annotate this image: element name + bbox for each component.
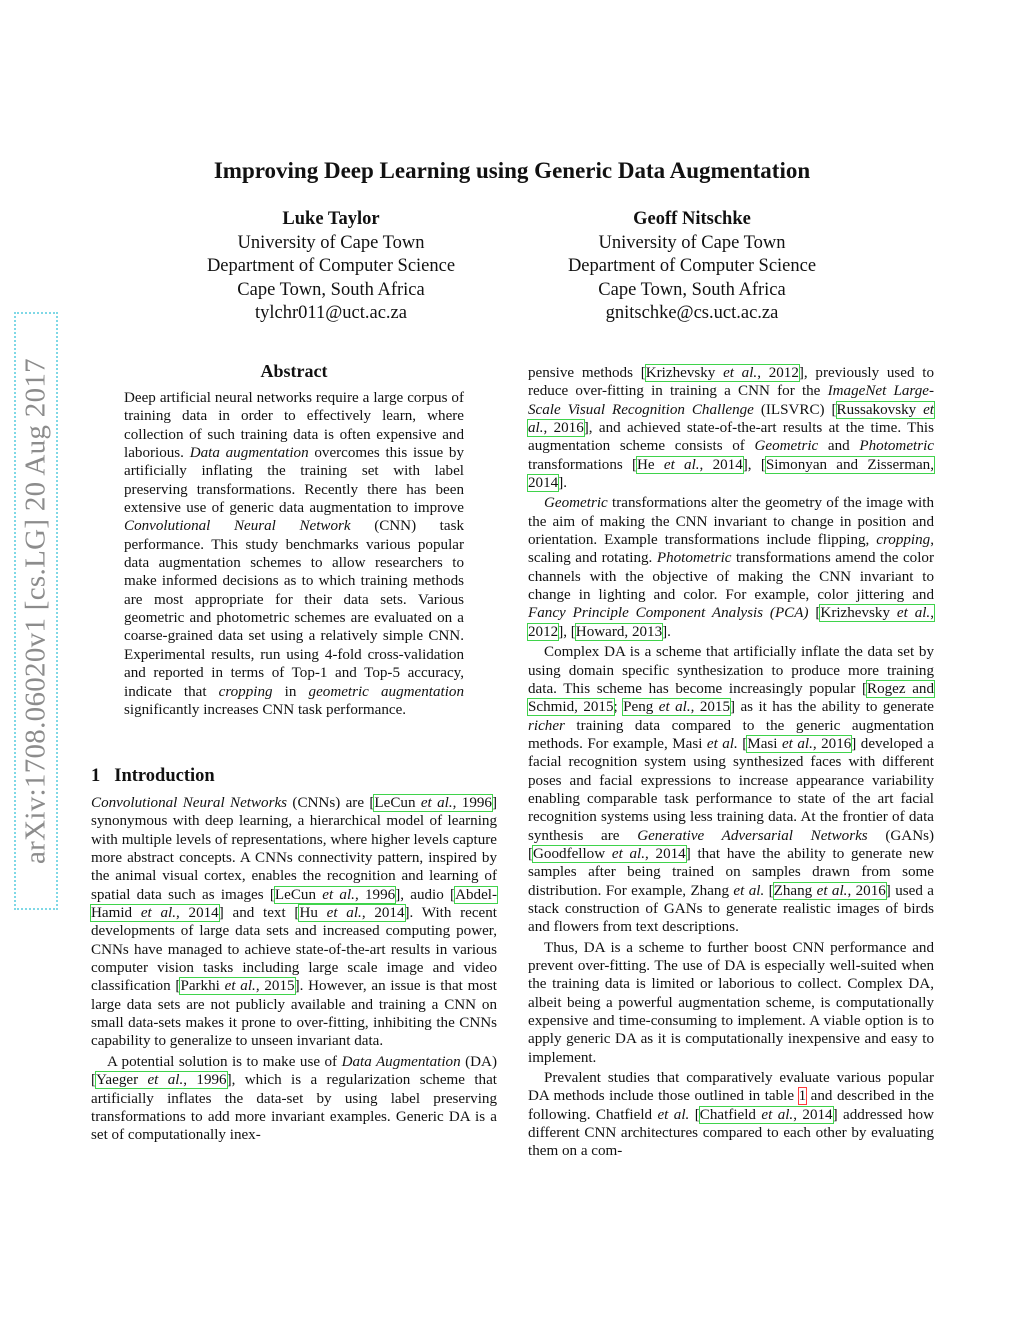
author-department: Department of Computer Science (567, 256, 817, 276)
abstract-text: Deep artificial neural networks require a large corpus of training data in order to effectively learn, where collection of such training data is often expensive and laborious. Data augmentation overcomes this issue by artificially inflating the training set with label preserving transformations. Recently there has been extensive use of generic data augmentation to improve Convolutional Neural Network (CNN) task performance. This study benchmarks various popular data augmentation schemes to allow researchers to make informed decisions as to which training methods are most appropriate for their data sets. Various geometric and photometric schemes are evaluated on a coarse-grained data set using a relatively simple CNN. Experimental results, run using 4-fold cross-validation and reported in terms of Top-1 and Top-5 accuracy, indicate that cropping in geometric augmentation significantly increases CNN task performance. (124, 390, 464, 718)
author-email: gnitschke@cs.uct.ac.za (605, 303, 779, 323)
citation-link[interactable]: Simonyan and Zisserman, 2014 (528, 456, 935, 492)
paper-title: Improving Deep Learning using Generic Data Augmentation (213, 158, 811, 183)
author-name: Luke Taylor (282, 209, 380, 229)
citation-link[interactable]: Krizhevsky et al., 2012 (645, 365, 799, 381)
author-affiliation: University of Cape Town (598, 232, 786, 253)
citation-link[interactable]: He et al., 2014 (637, 456, 743, 473)
author-department: Department of Computer Science (206, 256, 456, 276)
author-email: tylchr011@uct.ac.za (255, 303, 407, 323)
paragraph: pensive methods [Krizhevsky et al., 2012], previously used to reduce over-fitting in training a CNN for the ImageNet Large-Scale Visual Recognition Challenge (ILSVRC) [Russakovsky et al., 2016], and achieved state-of-the-art results at the time. This augmentation scheme consists of Geometric and Photometric transformations [He et al., 2014], [Simonyan and Zisserman, 2014]. (528, 365, 935, 492)
table-reference-link[interactable]: 1 (798, 1088, 807, 1105)
author-affiliation: University of Cape Town (237, 232, 425, 253)
citation-link[interactable]: Zhang et al., 2016 (773, 882, 886, 899)
citation-link[interactable]: Rogez and Schmid, 2015 (528, 680, 934, 716)
citation-link[interactable]: Peng et al., 2015 (623, 699, 731, 716)
abstract-heading: Abstract (260, 361, 328, 381)
citation-link[interactable]: Abdel-Hamid et al., 2014 (91, 886, 498, 922)
arxiv-identifier[interactable]: arXiv:1708.06020v1 [cs.LG] 20 Aug 2017 (19, 358, 52, 864)
paragraph: Convolutional Neural Networks (CNNs) are [LeCun et al., 1996] synonymous with deep learning, a hierarchical model of learning with multiple levels of representations, where higher levels capture more abstract concepts. A CNNs connectivity pattern, inspired by the animal visual cortex, enables the recognition and learning of spatial data such as images [LeCun et al., 1996], audio [Abdel-Hamid et al., 2014] and text [Hu et al., 2014]. With recent developments of large data sets and increased computing power, CNNs have managed to achieve state-of-the-art results in various computer vision tasks including large scale image and video classification [Parkhi et al., 2015]. However, an issue is that most large data sets are not publicly available and training a CNN on small data-sets makes it prone to over-fitting, inhibiting the CNNs capability to generalize to unseen invariant data. (91, 795, 498, 1050)
citation-link[interactable]: Chatfield et al., 2014 (699, 1106, 833, 1123)
paragraph: Complex DA is a scheme that artificially inflate the data set by using domain specific synthesization to produce more training data. This scheme has become increasingly popular [Rogez and Schmid, 2015; Peng et al., 2015] as it has the ability to generate richer training data compared to the generic augmentation methods. For example, Masi et al. [Masi et al., 2016] developed a facial recognition system using synthesized faces with different poses and facial expressions to increase appearance variability enabling comparable task performance to state of the art facial recognition systems using less training data. At the frontier of data synthesis are Generative Adversarial Networks (GANs) [Goodfellow et al., 2014] that have the ability to generate new samples after being trained on samples drawn from some distribution. For example, Zhang et al. [Zhang et al., 2016] used a stack construction of GANs to generate realistic images of birds and flowers from text descriptions. (528, 644, 935, 936)
author-location: Cape Town, South Africa (598, 279, 786, 300)
citation-link[interactable]: Russakovsky et al., 2016 (528, 401, 934, 437)
citation-link[interactable]: Howard, 2013 (575, 623, 663, 640)
citation-link[interactable]: Masi et al., 2016 (747, 735, 852, 752)
paragraph: Thus, DA is a scheme to further boost CNN performance and prevent over-fitting. The use of DA is especially well-suited when the training data is limited or laborious to collect. Complex DA, albeit being a powerful augmentation scheme, is computationally expensive and time-consuming to implement. A viable option is to apply generic DA as it is computationally inexpensive and easy to implement. (528, 939, 934, 1066)
paragraph: A potential solution is to make use of Data Augmentation (DA) [Yaeger et al., 1996], which is a regularization scheme that artificially inflates the data-set by using label preserving transformations to add more invariant examples. Generic DA is a set of computationally inex- (91, 1053, 497, 1144)
citation-link[interactable]: Parkhi et al., 2015 (180, 978, 295, 995)
arxiv-sidebar (14, 312, 58, 910)
paragraph: Prevalent studies that comparatively evaluate various popular DA methods include those outlined in table 1 and described in the following. Chatfield et al. [Chatfield et al., 2014] addressed how different CNN architectures compared to each other by evaluating them on a com- (528, 1070, 935, 1160)
citation-link[interactable]: Krizhevsky et al., 2012 (528, 605, 934, 640)
right-column (528, 364, 934, 1161)
citation-link[interactable]: Yaeger et al., 1996 (96, 1072, 227, 1089)
author-location: Cape Town, South Africa (237, 279, 425, 300)
section-title: Introduction (114, 766, 215, 786)
section-heading (91, 766, 215, 787)
author-block-1 (171, 208, 491, 326)
citation-link[interactable]: LeCun et al., 1996 (274, 886, 396, 903)
paragraph: Geometric transformations alter the geometry of the image with the aim of making the CNN invariant to change in position and orientation. Example transformations include flipping, cropping, scaling and rotating. Photometric transformations amend the color channels with the objective of making the CNN invariant to change in lighting and color. For example, color jittering and Fancy Principle Component Analysis (PCA) [Krizhevsky et al., 2012], [Howard, 2013]. (528, 495, 934, 640)
citation-link[interactable]: Goodfellow et al., 2014 (533, 845, 686, 862)
citation-link[interactable]: Hu et al., 2014 (299, 905, 405, 922)
author-block-2 (532, 208, 852, 326)
citation-link[interactable]: LeCun et al., 1996 (374, 795, 492, 811)
section-number: 1 (91, 766, 101, 786)
left-column (91, 794, 497, 1145)
author-name: Geoff Nitschke (633, 209, 751, 229)
